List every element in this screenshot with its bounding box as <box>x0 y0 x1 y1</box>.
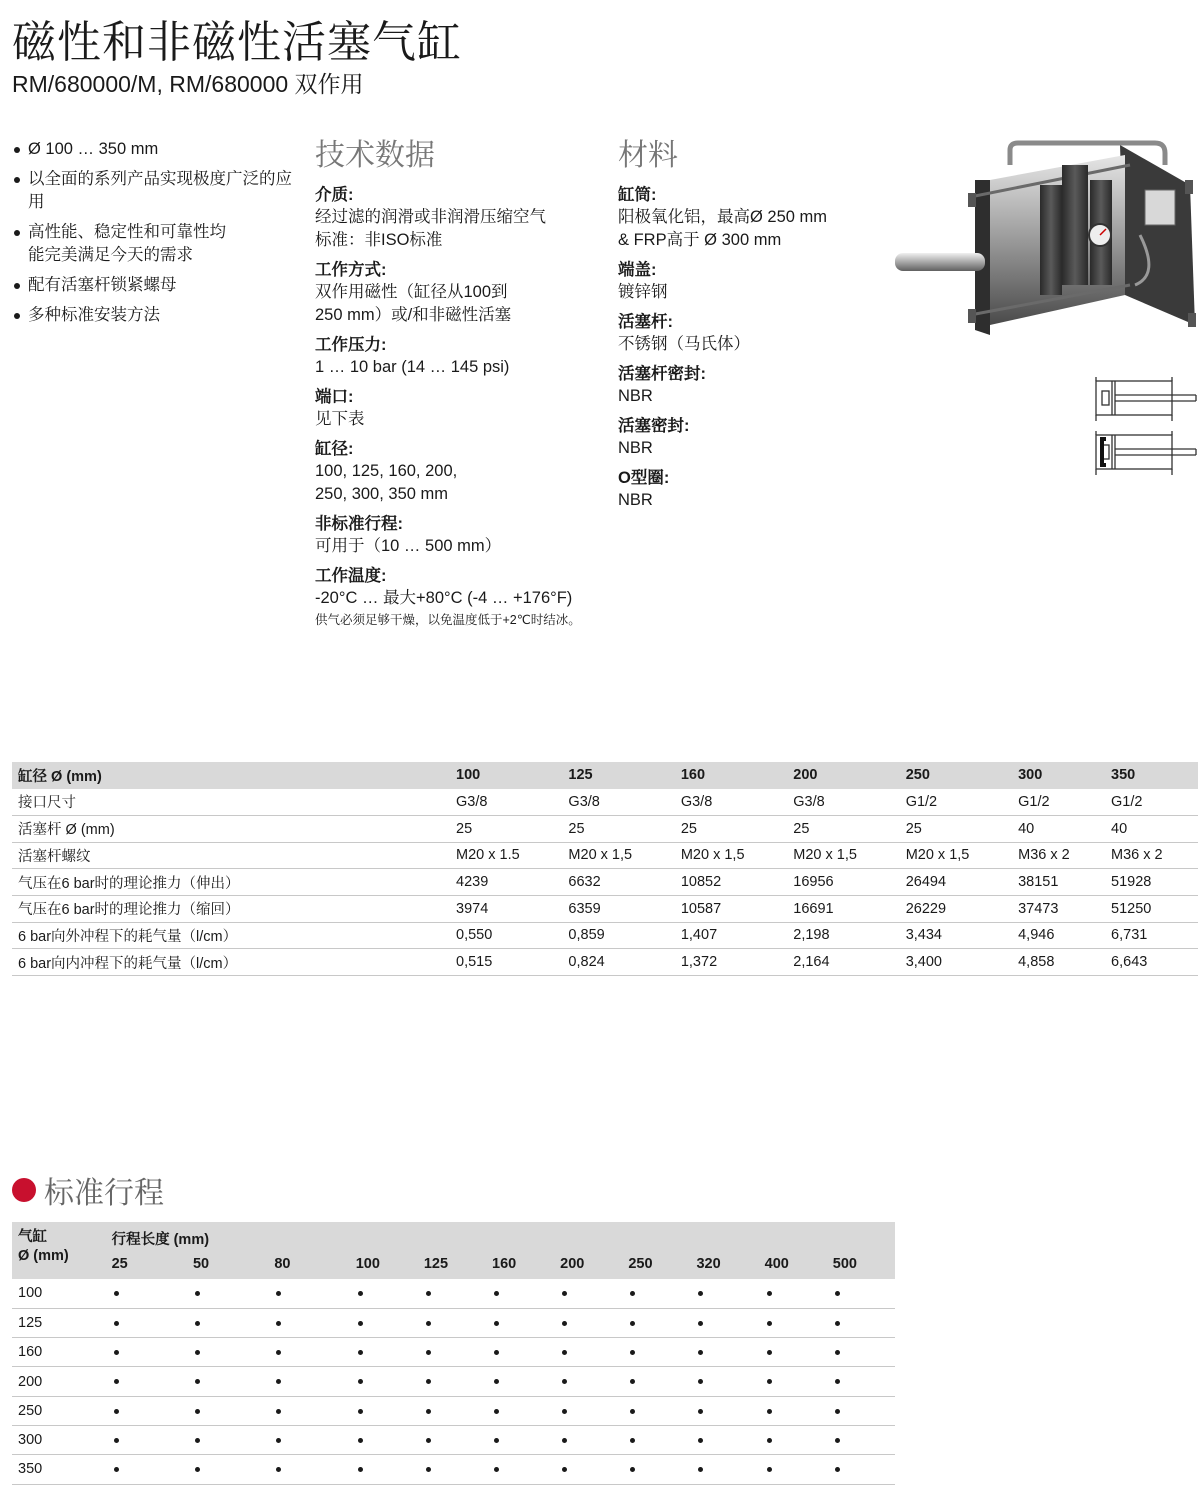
available-dot-icon <box>276 1291 281 1296</box>
stroke-table-header-row-1 <box>12 1222 895 1249</box>
availability-cell <box>622 1367 690 1396</box>
availability-cell <box>759 1308 827 1337</box>
page-subtitle: RM/680000/M, RM/680000 双作用 <box>12 71 364 97</box>
available-dot-icon <box>276 1467 281 1472</box>
available-dot-icon <box>562 1409 567 1414</box>
tech-data-column <box>315 138 605 629</box>
availability-cell <box>759 1338 827 1367</box>
table-cell: 6,643 <box>1105 949 1198 976</box>
page-title: 磁性和非磁性活塞气缸 <box>12 18 462 67</box>
bore-cell: 250 <box>12 1396 106 1425</box>
bore-cell: 160 <box>12 1338 106 1367</box>
availability-cell <box>554 1396 622 1425</box>
row-label-cell: 6 bar向内冲程下的耗气量（l/cm） <box>12 949 450 976</box>
table-cell: 6632 <box>562 869 674 896</box>
availability-cell <box>268 1308 349 1337</box>
available-dot-icon <box>630 1291 635 1296</box>
table-cell: 16691 <box>787 895 899 922</box>
available-dot-icon <box>195 1438 200 1443</box>
bore-cell: 125 <box>12 1308 106 1337</box>
availability-cell <box>690 1396 758 1425</box>
spec-item: 端口: 见下表 <box>315 388 365 428</box>
available-dot-icon <box>494 1291 499 1296</box>
available-dot-icon <box>358 1467 363 1472</box>
table-cell: M36 x 2 <box>1012 842 1105 869</box>
table-cell: 2,164 <box>787 949 899 976</box>
availability-cell <box>486 1425 554 1454</box>
stroke-header-cell: 125 <box>418 1249 486 1279</box>
material-item: 缸筒: 阳极氧化铝，最高Ø 250 mm & FRP高于 Ø 300 mm <box>618 186 828 249</box>
available-dot-icon <box>698 1409 703 1414</box>
table-row <box>12 789 1198 816</box>
available-dot-icon <box>630 1321 635 1326</box>
available-dot-icon <box>195 1321 200 1326</box>
table-row <box>12 949 1198 976</box>
spec-table <box>12 762 1198 976</box>
table-header-cell: 125 <box>562 762 674 789</box>
available-dot-icon <box>195 1379 200 1384</box>
available-dot-icon <box>630 1409 635 1414</box>
table-cell: 25 <box>900 815 1012 842</box>
available-dot-icon <box>114 1321 119 1326</box>
table-row <box>12 1396 895 1425</box>
table-row <box>12 842 1198 869</box>
row-label-cell: 气压在6 bar时的理论推力（缩回） <box>12 895 450 922</box>
table-cell: 0,824 <box>562 949 674 976</box>
availability-cell <box>554 1338 622 1367</box>
table-cell: M20 x 1,5 <box>675 842 787 869</box>
available-dot-icon <box>426 1291 431 1296</box>
availability-cell <box>350 1455 418 1484</box>
table-cell: 2,198 <box>787 922 899 949</box>
feature-item: 高性能、稳定性和可靠性均 能完美满足今天的需求 <box>12 221 302 267</box>
available-dot-icon <box>276 1321 281 1326</box>
table-row <box>12 1425 895 1454</box>
availability-cell <box>827 1279 895 1308</box>
table-row <box>12 1455 895 1484</box>
availability-cell <box>554 1279 622 1308</box>
material-item: 活塞杆: 不锈钢（马氏体） <box>618 313 750 353</box>
availability-cell <box>622 1308 690 1337</box>
stroke-header-cell: 320 <box>690 1249 758 1279</box>
table-header-cell: 缸径 Ø (mm) <box>12 762 450 789</box>
availability-cell <box>690 1338 758 1367</box>
availability-cell <box>418 1367 486 1396</box>
available-dot-icon <box>767 1291 772 1296</box>
available-dot-icon <box>562 1291 567 1296</box>
availability-cell <box>690 1308 758 1337</box>
table-cell: 3,400 <box>900 949 1012 976</box>
availability-cell <box>554 1425 622 1454</box>
table-cell: M36 x 2 <box>1105 842 1198 869</box>
table-header-cell: 100 <box>450 762 562 789</box>
table-cell: 4239 <box>450 869 562 896</box>
availability-cell <box>187 1308 268 1337</box>
available-dot-icon <box>562 1467 567 1472</box>
table-cell: M20 x 1,5 <box>562 842 674 869</box>
availability-cell <box>187 1425 268 1454</box>
availability-cell <box>622 1279 690 1308</box>
available-dot-icon <box>562 1438 567 1443</box>
stroke-section-heading <box>12 1168 164 1212</box>
table-cell: 38151 <box>1012 869 1105 896</box>
availability-cell <box>690 1279 758 1308</box>
availability-cell <box>486 1396 554 1425</box>
availability-cell <box>106 1396 187 1425</box>
availability-cell <box>486 1308 554 1337</box>
availability-cell <box>106 1338 187 1367</box>
table-header-cell: 300 <box>1012 762 1105 789</box>
availability-cell <box>106 1308 187 1337</box>
bore-cell: 100 <box>12 1279 106 1308</box>
available-dot-icon <box>835 1350 840 1355</box>
material-item: 活塞密封: NBR <box>618 417 690 457</box>
available-dot-icon <box>630 1438 635 1443</box>
table-cell: 1,372 <box>675 949 787 976</box>
availability-cell <box>486 1279 554 1308</box>
availability-cell <box>554 1367 622 1396</box>
stroke-header-cell: 500 <box>827 1249 895 1279</box>
bore-cell: 300 <box>12 1425 106 1454</box>
available-dot-icon <box>195 1467 200 1472</box>
red-dot-icon <box>12 1178 36 1202</box>
bore-column-header: 气缸 Ø (mm) <box>12 1222 106 1279</box>
availability-cell <box>106 1279 187 1308</box>
availability-cell <box>268 1455 349 1484</box>
table-cell: 1,407 <box>675 922 787 949</box>
table-cell: 25 <box>450 815 562 842</box>
availability-cell <box>827 1338 895 1367</box>
availability-cell <box>690 1425 758 1454</box>
materials-column <box>618 138 878 519</box>
stroke-section-title: 标准行程 <box>44 1177 164 1210</box>
availability-cell <box>268 1338 349 1367</box>
stroke-header-cell: 100 <box>350 1249 418 1279</box>
availability-cell <box>268 1279 349 1308</box>
available-dot-icon <box>114 1409 119 1414</box>
availability-cell <box>418 1279 486 1308</box>
material-item: 活塞杆密封: NBR <box>618 365 706 405</box>
availability-cell <box>622 1455 690 1484</box>
table-cell: M20 x 1.5 <box>450 842 562 869</box>
table-cell: 40 <box>1105 815 1198 842</box>
availability-cell <box>759 1367 827 1396</box>
available-dot-icon <box>767 1467 772 1472</box>
availability-cell <box>187 1396 268 1425</box>
availability-cell <box>350 1425 418 1454</box>
available-dot-icon <box>562 1321 567 1326</box>
table-cell: 51250 <box>1105 895 1198 922</box>
table-row <box>12 1338 895 1367</box>
availability-cell <box>554 1455 622 1484</box>
available-dot-icon <box>276 1409 281 1414</box>
available-dot-icon <box>494 1409 499 1414</box>
available-dot-icon <box>698 1379 703 1384</box>
materials-heading: 材料 <box>618 139 678 172</box>
available-dot-icon <box>767 1379 772 1384</box>
available-dot-icon <box>114 1379 119 1384</box>
availability-cell <box>622 1396 690 1425</box>
available-dot-icon <box>358 1350 363 1355</box>
available-dot-icon <box>426 1409 431 1414</box>
bore-cell: 350 <box>12 1455 106 1484</box>
available-dot-icon <box>276 1379 281 1384</box>
table-cell: 37473 <box>1012 895 1105 922</box>
available-dot-icon <box>276 1350 281 1355</box>
available-dot-icon <box>358 1379 363 1384</box>
table-cell: G1/2 <box>900 789 1012 816</box>
available-dot-icon <box>195 1409 200 1414</box>
availability-cell <box>418 1425 486 1454</box>
table-cell: 4,858 <box>1012 949 1105 976</box>
row-label-cell: 活塞杆 Ø (mm) <box>12 815 450 842</box>
available-dot-icon <box>114 1467 119 1472</box>
stroke-length-header: 行程长度 (mm) <box>106 1222 895 1249</box>
material-item: 端盖: 镀锌钢 <box>618 261 668 301</box>
available-dot-icon <box>630 1467 635 1472</box>
available-dot-icon <box>562 1350 567 1355</box>
availability-cell <box>350 1308 418 1337</box>
available-dot-icon <box>426 1350 431 1355</box>
available-dot-icon <box>358 1291 363 1296</box>
table-cell: 0,550 <box>450 922 562 949</box>
available-dot-icon <box>358 1438 363 1443</box>
availability-cell <box>759 1425 827 1454</box>
availability-cell <box>187 1455 268 1484</box>
available-dot-icon <box>494 1321 499 1326</box>
available-dot-icon <box>698 1321 703 1326</box>
available-dot-icon <box>562 1379 567 1384</box>
available-dot-icon <box>426 1438 431 1443</box>
availability-cell <box>350 1338 418 1367</box>
row-label-cell: 活塞杆螺纹 <box>12 842 450 869</box>
table-cell: G3/8 <box>450 789 562 816</box>
table-cell: 0,515 <box>450 949 562 976</box>
availability-cell <box>418 1308 486 1337</box>
tech-note: 供气必须足够干燥，以免温度低于+2℃时结冰。 <box>315 613 581 627</box>
table-row <box>12 1279 895 1308</box>
available-dot-icon <box>698 1467 703 1472</box>
table-row <box>12 895 1198 922</box>
table-cell: 25 <box>787 815 899 842</box>
table-cell: G3/8 <box>787 789 899 816</box>
availability-cell <box>106 1367 187 1396</box>
table-row <box>12 1367 895 1396</box>
table-cell: 25 <box>562 815 674 842</box>
available-dot-icon <box>114 1438 119 1443</box>
stroke-header-cell: 25 <box>106 1249 187 1279</box>
table-cell: 3974 <box>450 895 562 922</box>
available-dot-icon <box>630 1350 635 1355</box>
availability-cell <box>486 1367 554 1396</box>
availability-cell <box>486 1338 554 1367</box>
availability-cell <box>759 1455 827 1484</box>
availability-cell <box>187 1279 268 1308</box>
availability-cell <box>486 1455 554 1484</box>
table-cell: 3,434 <box>900 922 1012 949</box>
availability-cell <box>554 1308 622 1337</box>
spec-item: 工作方式: 双作用磁性（缸径从100到 250 mm）或/和非磁性活塞 <box>315 261 512 324</box>
stroke-header-cell: 50 <box>187 1249 268 1279</box>
stroke-header-cell: 200 <box>554 1249 622 1279</box>
availability-cell <box>187 1367 268 1396</box>
availability-cell <box>827 1425 895 1454</box>
availability-cell <box>418 1396 486 1425</box>
table-row <box>12 815 1198 842</box>
availability-cell <box>187 1338 268 1367</box>
available-dot-icon <box>698 1438 703 1443</box>
availability-cell <box>827 1308 895 1337</box>
available-dot-icon <box>698 1350 703 1355</box>
table-cell: 4,946 <box>1012 922 1105 949</box>
availability-cell <box>106 1425 187 1454</box>
material-item: O型圈: NBR <box>618 469 670 509</box>
availability-cell <box>418 1338 486 1367</box>
table-header-cell: 200 <box>787 762 899 789</box>
availability-cell <box>418 1455 486 1484</box>
available-dot-icon <box>835 1467 840 1472</box>
available-dot-icon <box>358 1321 363 1326</box>
stroke-header-cell: 250 <box>622 1249 690 1279</box>
cylinder-product-image <box>890 135 1200 345</box>
available-dot-icon <box>426 1467 431 1472</box>
available-dot-icon <box>767 1438 772 1443</box>
available-dot-icon <box>195 1350 200 1355</box>
available-dot-icon <box>835 1291 840 1296</box>
available-dot-icon <box>114 1291 119 1296</box>
availability-cell <box>759 1396 827 1425</box>
availability-cell <box>622 1338 690 1367</box>
table-cell: G1/2 <box>1012 789 1105 816</box>
spec-table-header-row <box>12 762 1198 789</box>
available-dot-icon <box>835 1438 840 1443</box>
available-dot-icon <box>835 1321 840 1326</box>
availability-cell <box>827 1396 895 1425</box>
table-cell: M20 x 1,5 <box>900 842 1012 869</box>
available-dot-icon <box>835 1409 840 1414</box>
table-row <box>12 1308 895 1337</box>
availability-cell <box>827 1455 895 1484</box>
available-dot-icon <box>195 1291 200 1296</box>
stroke-header-cell: 400 <box>759 1249 827 1279</box>
stroke-header-cell: 160 <box>486 1249 554 1279</box>
available-dot-icon <box>426 1379 431 1384</box>
available-dot-icon <box>494 1467 499 1472</box>
table-cell: 51928 <box>1105 869 1198 896</box>
stroke-table-header-row-2 <box>12 1249 895 1279</box>
table-cell: 26229 <box>900 895 1012 922</box>
availability-cell <box>268 1367 349 1396</box>
table-cell: G3/8 <box>675 789 787 816</box>
table-cell: 16956 <box>787 869 899 896</box>
available-dot-icon <box>698 1291 703 1296</box>
spec-item: 介质: 经过滤的润滑或非润滑压缩空气 标准：非ISO标准 <box>315 186 546 249</box>
availability-cell <box>268 1425 349 1454</box>
table-cell: 10587 <box>675 895 787 922</box>
availability-cell <box>622 1425 690 1454</box>
table-cell: 6359 <box>562 895 674 922</box>
table-cell: M20 x 1,5 <box>787 842 899 869</box>
available-dot-icon <box>426 1321 431 1326</box>
availability-cell <box>350 1367 418 1396</box>
availability-cell <box>827 1367 895 1396</box>
table-header-cell: 250 <box>900 762 1012 789</box>
table-cell: 10852 <box>675 869 787 896</box>
available-dot-icon <box>494 1438 499 1443</box>
availability-cell <box>350 1279 418 1308</box>
table-row <box>12 869 1198 896</box>
spec-item: 工作压力: 1 … 10 bar (14 … 145 psi) <box>315 336 510 376</box>
table-cell: 26494 <box>900 869 1012 896</box>
tech-heading: 技术数据 <box>315 139 435 172</box>
available-dot-icon <box>358 1409 363 1414</box>
row-label-cell: 6 bar向外冲程下的耗气量（l/cm） <box>12 922 450 949</box>
cylinder-symbol-icon <box>1092 375 1200 487</box>
available-dot-icon <box>276 1438 281 1443</box>
feature-item: Ø 100 … 350 mm <box>12 138 302 161</box>
row-label-cell: 接口尺寸 <box>12 789 450 816</box>
available-dot-icon <box>114 1350 119 1355</box>
table-cell: 25 <box>675 815 787 842</box>
feature-item: 多种标准安装方法 <box>12 304 302 327</box>
spec-item: 非标准行程: 可用于（10 … 500 mm） <box>315 515 502 555</box>
bore-cell: 200 <box>12 1367 106 1396</box>
available-dot-icon <box>630 1379 635 1384</box>
feature-item: 以全面的系列产品实现极度广泛的应用 <box>12 168 302 214</box>
available-dot-icon <box>494 1350 499 1355</box>
available-dot-icon <box>835 1379 840 1384</box>
feature-item: 配有活塞杆锁紧螺母 <box>12 274 302 297</box>
available-dot-icon <box>767 1350 772 1355</box>
table-cell: G3/8 <box>562 789 674 816</box>
table-cell: 40 <box>1012 815 1105 842</box>
feature-list <box>12 138 302 334</box>
table-cell: 0,859 <box>562 922 674 949</box>
availability-cell <box>690 1455 758 1484</box>
table-header-cell: 160 <box>675 762 787 789</box>
spec-item: 工作温度: -20°C … 最大+80°C (-4 … +176°F) <box>315 567 573 607</box>
availability-cell <box>350 1396 418 1425</box>
table-cell: G1/2 <box>1105 789 1198 816</box>
stroke-table <box>12 1222 895 1485</box>
availability-cell <box>106 1455 187 1484</box>
table-cell: 6,731 <box>1105 922 1198 949</box>
spec-item: 缸径: 100, 125, 160, 200, 250, 300, 350 mm <box>315 440 458 503</box>
stroke-header-cell: 80 <box>268 1249 349 1279</box>
availability-cell <box>759 1279 827 1308</box>
available-dot-icon <box>767 1409 772 1414</box>
table-header-cell: 350 <box>1105 762 1198 789</box>
availability-cell <box>268 1396 349 1425</box>
table-row <box>12 922 1198 949</box>
available-dot-icon <box>494 1379 499 1384</box>
availability-cell <box>690 1367 758 1396</box>
row-label-cell: 气压在6 bar时的理论推力（伸出） <box>12 869 450 896</box>
available-dot-icon <box>767 1321 772 1326</box>
